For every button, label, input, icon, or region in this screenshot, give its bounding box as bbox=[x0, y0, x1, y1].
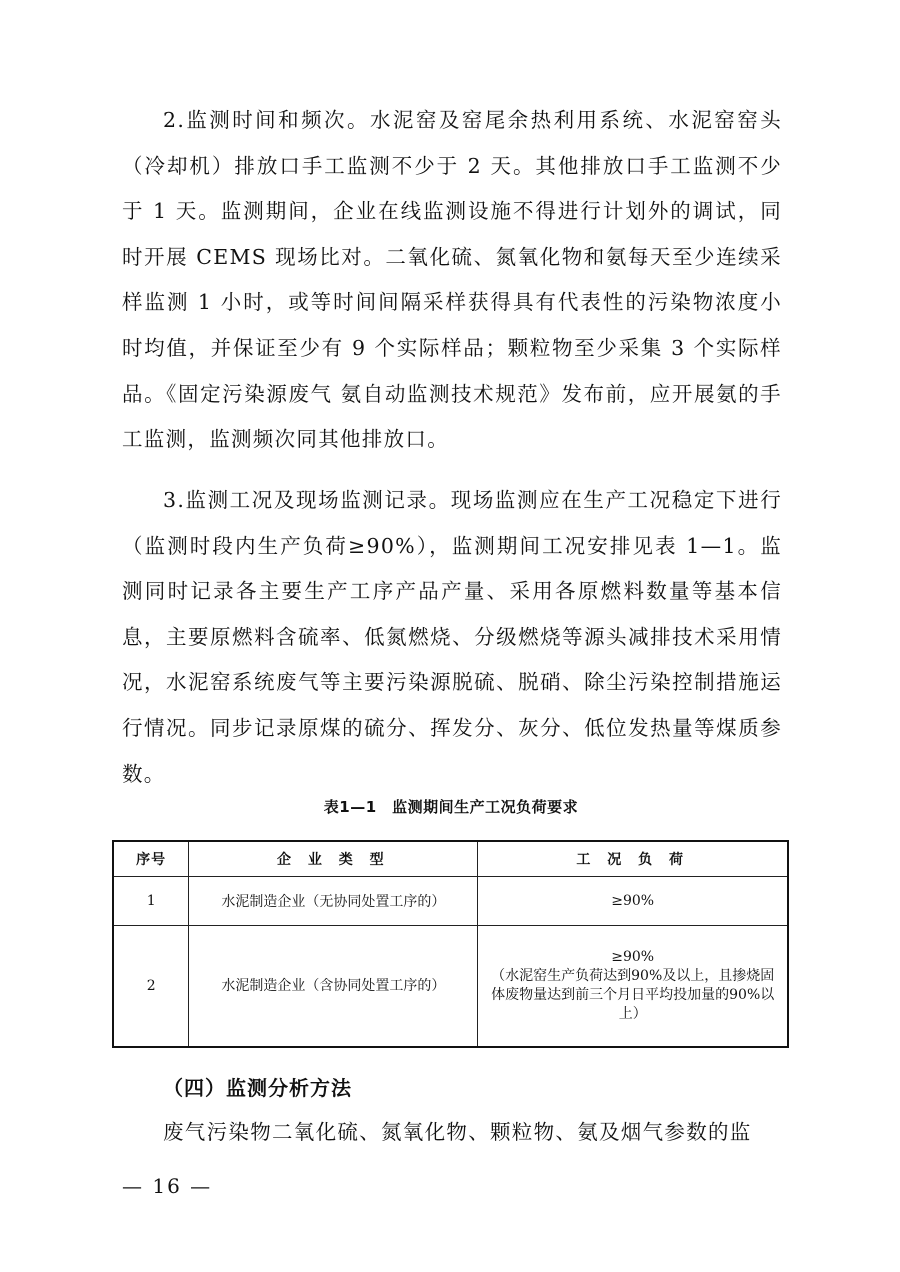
table-row bbox=[113, 926, 788, 1048]
header-enterprise-type: 企 业 类 型 bbox=[189, 841, 478, 877]
paragraph-analysis-methods: 废气污染物二氧化硫、氮氧化物、颗粒物、氨及烟气参数的监 bbox=[163, 1120, 752, 1144]
table-row bbox=[113, 877, 788, 926]
cell-serial: 2 bbox=[113, 926, 189, 1048]
cell-load-value: ≥90% bbox=[611, 949, 655, 965]
load-requirement-table bbox=[112, 840, 789, 1048]
paragraph-monitoring-conditions: 3.监测工况及现场监测记录。现场监测应在生产工况稳定下进行（监测时段内生产负荷≥90%），监测期间工况安排见表 1—1。监测同时记录各主要生产工序产品产量、采用各原燃料数量等基本信息，主要原燃料含硫率、低氮燃烧、分级燃烧等源头减排技术采用情况，水泥窑系统废气等主要污染源脱硫、脱硝、除尘污染控制措施运行情况。同步记录原煤的硫分、挥发分、灰分、低位发热量等煤质参数。 bbox=[122, 488, 782, 786]
page-number: — 16 — bbox=[122, 1174, 213, 1198]
cell-enterprise-type: 水泥制造企业（无协同处置工序的） bbox=[189, 877, 478, 926]
cell-load bbox=[478, 926, 788, 1048]
table-caption: 表1—1 监测期间生产工况负荷要求 bbox=[323, 798, 579, 816]
header-serial: 序号 bbox=[113, 841, 189, 877]
table-header-row bbox=[113, 841, 788, 877]
cell-load-note: （水泥窑生产负荷达到90%及以上，且掺烧固体废物量达到前三个月日平均投加量的90%以上） bbox=[491, 968, 775, 1022]
cell-serial: 1 bbox=[113, 877, 189, 926]
section-heading: （四）监测分析方法 bbox=[163, 1076, 352, 1100]
paragraph-monitoring-time: 2.监测时间和频次。水泥窑及窑尾余热利用系统、水泥窑窑头（冷却机）排放口手工监测不少于 2 天。其他排放口手工监测不少于 1 天。监测期间，企业在线监测设施不得进行计划外的调试，同时开展 CEMS 现场比对。二氧化硫、氮氧化物和氨每天至少连续采样监测 1 小时，或等时间间隔采样获得具有代表性的污染物浓度小时均值，并保证至少有 9 个实际样品；颗粒物至少采集 3 个实际样品。《固定污染源废气 氨自动监测技术规范》发布前，应开展氨的手工监测，监测频次同其他排放口。 bbox=[122, 108, 782, 452]
cell-enterprise-type: 水泥制造企业（含协同处置工序的） bbox=[189, 926, 478, 1048]
cell-load: ≥90% bbox=[478, 877, 788, 926]
header-load: 工 况 负 荷 bbox=[478, 841, 788, 877]
